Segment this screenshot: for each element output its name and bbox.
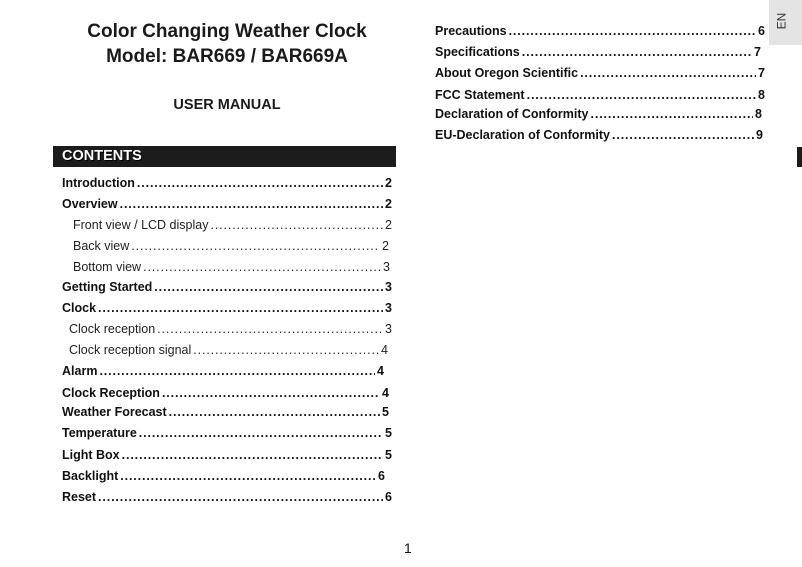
toc-entry (62, 385, 389, 401)
toc-entry-label: Specifications (435, 45, 520, 59)
toc-entry-label: Alarm (62, 364, 98, 378)
toc-entry (62, 196, 392, 212)
toc-leader-dots (139, 425, 383, 441)
user-manual-heading: USER MANUAL (173, 97, 281, 113)
toc-entry-label: Weather Forecast (62, 405, 167, 419)
toc-leader-dots (527, 87, 756, 103)
toc-entry-page: 9 (756, 128, 763, 142)
toc-entry (69, 321, 392, 337)
toc-leader-dots (169, 404, 380, 420)
toc-leader-dots (509, 23, 756, 39)
toc-entry-page: 2 (385, 218, 392, 232)
toc-entry (435, 127, 763, 143)
contents-heading: CONTENTS (62, 148, 142, 164)
toc-leader-dots (137, 175, 383, 191)
toc-entry-page: 5 (385, 426, 392, 440)
toc-leader-dots (162, 385, 380, 401)
toc-entry-page: 7 (758, 66, 765, 80)
toc-entry-label: Declaration of Conformity (435, 107, 589, 121)
toc-leader-dots (157, 321, 383, 337)
toc-leader-dots (210, 217, 383, 233)
toc-entry-page: 8 (755, 107, 762, 121)
toc-entry (62, 447, 392, 463)
toc-entry (62, 489, 392, 505)
toc-entry-page: 4 (381, 343, 388, 357)
toc-entry-label: Clock Reception (62, 386, 160, 400)
toc-leader-dots (154, 279, 383, 295)
page-number: 1 (404, 540, 412, 556)
toc-entry (435, 44, 761, 60)
toc-leader-dots (120, 468, 376, 484)
toc-entry-page: 2 (382, 239, 389, 253)
toc-entry-page: 6 (378, 469, 385, 483)
toc-entry-page: 2 (385, 197, 392, 211)
toc-entry-page: 8 (758, 88, 765, 102)
toc-entry (73, 217, 392, 233)
toc-entry-label: Precautions (435, 24, 507, 38)
toc-leader-dots (143, 259, 381, 275)
toc-entry-page: 3 (385, 322, 392, 336)
toc-entry-label: Light Box (62, 448, 120, 462)
toc-entry-label: Overview (62, 197, 118, 211)
title-line-2: Model: BAR669 / BAR669A (106, 46, 348, 67)
toc-entry-label: Clock (62, 301, 97, 315)
toc-leader-dots (522, 44, 752, 60)
toc-entry-label: EU-Declaration of Conformity (435, 128, 611, 142)
language-tab (769, 0, 802, 45)
toc-left (62, 175, 392, 515)
toc-entry (73, 238, 389, 254)
toc-entry-page: 2 (385, 176, 392, 190)
toc-leader-dots (120, 196, 383, 212)
toc-entry-page: 6 (758, 24, 765, 38)
toc-entry (62, 363, 384, 379)
toc-entry-label: Getting Started (62, 280, 153, 294)
toc-entry (62, 279, 392, 295)
toc-entry (69, 342, 388, 358)
toc-entry (62, 300, 392, 316)
toc-leader-dots (580, 65, 756, 81)
toc-entry-page: 5 (385, 448, 392, 462)
toc-entry-label: About Oregon Scientific (435, 66, 579, 80)
toc-entry (62, 404, 389, 420)
toc-entry-label: Clock reception (69, 322, 156, 336)
language-label: EN (774, 12, 789, 30)
toc-leader-dots (131, 238, 380, 254)
title-line-1: Color Changing Weather Clock (87, 21, 367, 42)
toc-leader-dots (193, 342, 379, 358)
toc-entry-label: Reset (62, 490, 97, 504)
toc-entry-label: Introduction (62, 176, 135, 190)
toc-entry-label: Bottom view (73, 260, 142, 274)
toc-entry-label: Back view (73, 239, 130, 253)
toc-entry-label: FCC Statement (435, 88, 525, 102)
toc-right (435, 23, 765, 153)
toc-leader-dots (122, 447, 383, 463)
toc-entry (62, 425, 392, 441)
toc-entry-label: Backlight (62, 469, 119, 483)
toc-entry-page: 7 (754, 45, 761, 59)
toc-entry-page: 4 (377, 364, 384, 378)
toc-entry-label: Temperature (62, 426, 137, 440)
toc-entry-label: Front view / LCD display (73, 218, 209, 232)
toc-entry-page: 3 (383, 260, 390, 274)
toc-entry-page: 6 (385, 490, 392, 504)
toc-entry (62, 468, 385, 484)
toc-leader-dots (98, 300, 383, 316)
toc-leader-dots (591, 106, 754, 122)
toc-leader-dots (612, 127, 754, 143)
contents-bar (53, 146, 396, 167)
toc-entry-page: 5 (382, 405, 389, 419)
toc-entry-page: 4 (382, 386, 389, 400)
toc-entry (62, 175, 392, 191)
toc-entry (435, 23, 765, 39)
toc-leader-dots (99, 363, 375, 379)
toc-entry (435, 65, 765, 81)
toc-entry-label: Clock reception signal (69, 343, 192, 357)
toc-entry (73, 259, 390, 275)
toc-entry (435, 87, 765, 103)
toc-entry (435, 106, 762, 122)
side-marker (797, 147, 802, 167)
toc-entry-page: 3 (385, 280, 392, 294)
toc-entry-page: 3 (385, 301, 392, 315)
toc-leader-dots (98, 489, 383, 505)
